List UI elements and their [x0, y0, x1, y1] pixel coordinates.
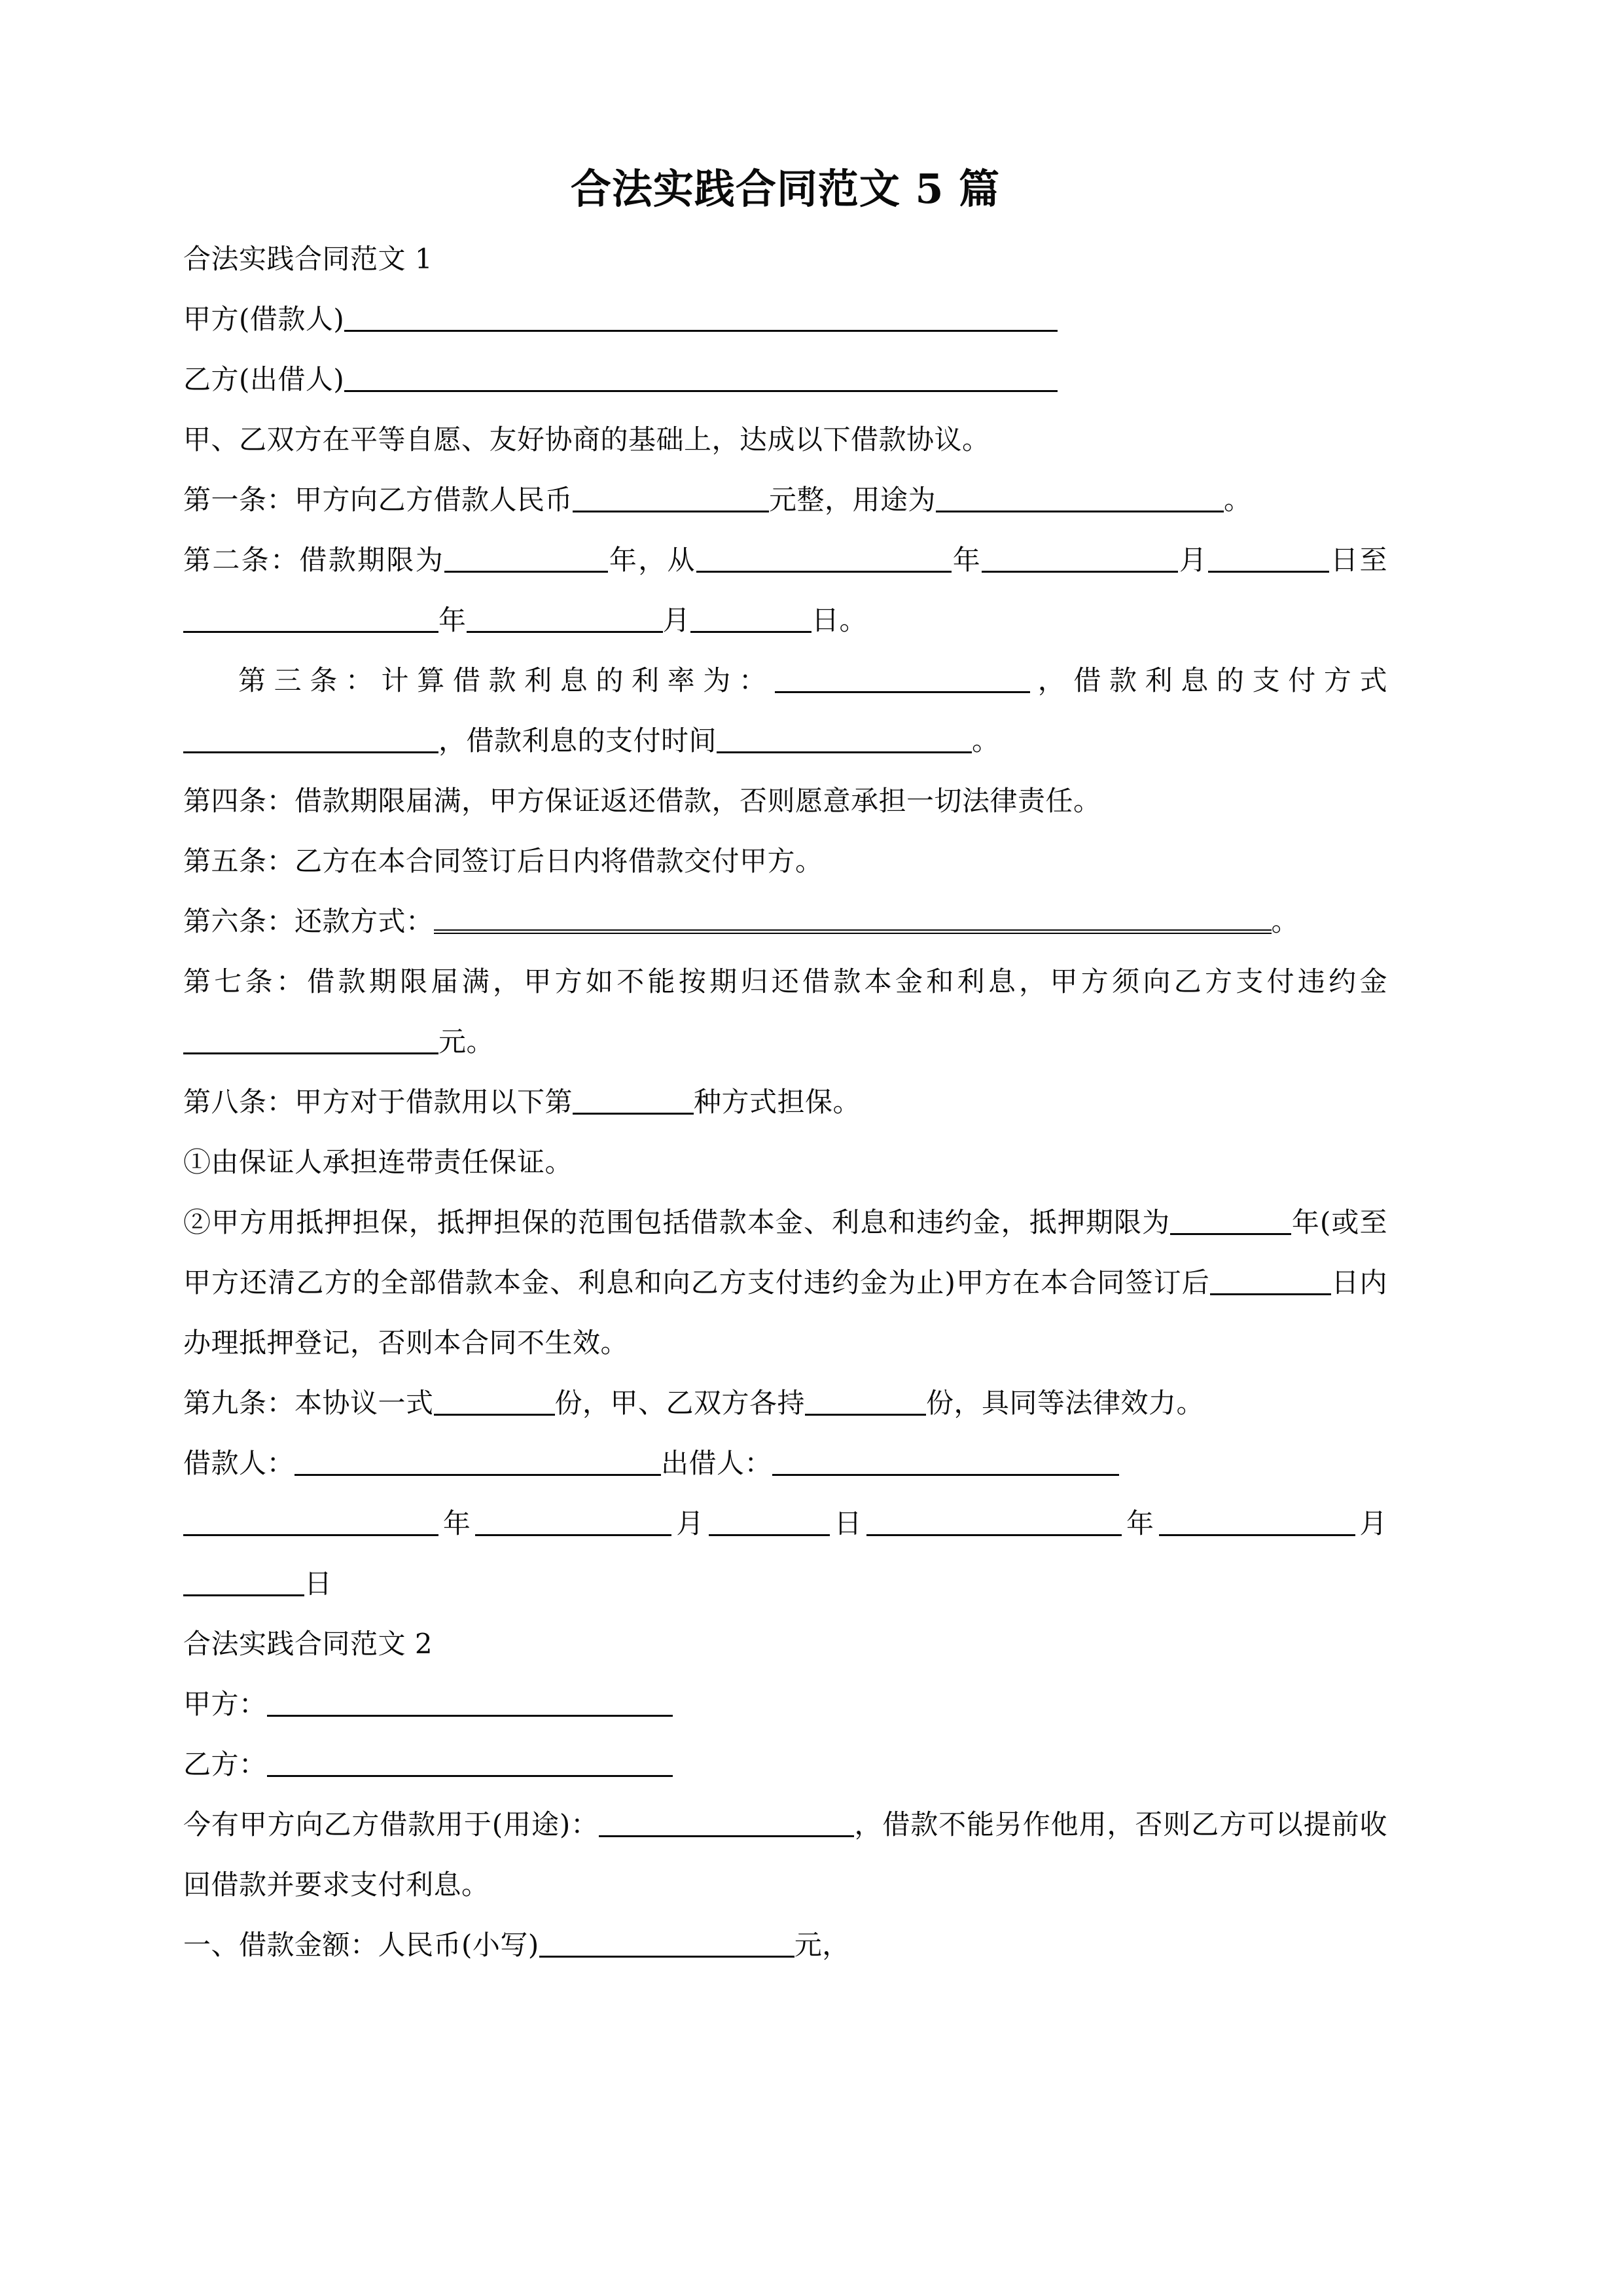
party-b-blank-2[interactable]	[267, 1746, 673, 1776]
article-1-blank-purpose[interactable]	[936, 481, 1224, 512]
guarantee-option-2	[183, 1193, 1387, 1373]
article-2-blank-start-year[interactable]	[696, 541, 952, 572]
article-9-text-a: 第九条：本协议一式	[183, 1386, 434, 1419]
article-2-text-e: 日至	[1329, 543, 1387, 576]
borrower-date-month-label: 月	[671, 1507, 709, 1539]
article-3-blank-rate[interactable]	[775, 662, 1030, 692]
article-2-blank-end-year[interactable]	[183, 601, 438, 632]
article-3-text-b: ，借款利息的支付方式	[1029, 664, 1387, 696]
party-b-line-2	[183, 1734, 1387, 1795]
article-5-text: 第五条：乙方在本合同签订后日内将借款交付甲方。	[183, 844, 823, 877]
party-a-blank-2[interactable]	[267, 1685, 673, 1716]
article-9-paragraph	[183, 1373, 1387, 1433]
party-a-blank-1[interactable]	[344, 300, 1058, 331]
article-2-text-c: 年	[951, 543, 982, 576]
party-b-label-2: 乙方：	[183, 1748, 267, 1780]
article-2-text-b: 年，从	[608, 543, 696, 576]
section-1-heading	[183, 229, 1387, 289]
party-b-blank-1[interactable]	[344, 361, 1058, 391]
section-2-item-1-blank-amount[interactable]	[539, 1926, 794, 1957]
article-1-paragraph	[183, 470, 1387, 530]
lender-date-blank-month[interactable]	[1159, 1505, 1355, 1535]
article-7-text-a: 第七条：借款期限届满，甲方如不能按期归还借款本金和利息，甲方须向乙方支付违约金	[183, 965, 1387, 997]
borrower-date-blank-year[interactable]	[183, 1505, 438, 1535]
section-2-intro-text-a: 今有甲方向乙方借款用于(用途)：	[183, 1808, 599, 1840]
page-title: 合法实践合同范文 5 篇	[570, 165, 1001, 213]
section-1-heading-text: 合法实践合同范文 1	[183, 242, 433, 275]
lender-date-blank-day[interactable]	[183, 1565, 304, 1596]
borrower-date-day-label: 日	[829, 1507, 867, 1539]
article-6-text-a: 第六条：还款方式：	[183, 905, 434, 937]
article-8-paragraph	[183, 1072, 1387, 1132]
article-2-blank-start-month[interactable]	[982, 541, 1178, 572]
article-2-text-h: 日。	[812, 603, 868, 636]
guarantee-option-2-blank-days[interactable]	[1210, 1264, 1331, 1295]
article-7-blank-penalty[interactable]	[183, 1023, 438, 1054]
document-content	[183, 164, 1387, 1975]
article-2-blank-end-day[interactable]	[690, 601, 812, 632]
section-2-heading	[183, 1614, 1387, 1674]
lender-date-year-label: 年	[1122, 1507, 1159, 1539]
article-2-blank-end-month[interactable]	[467, 601, 663, 632]
lender-label: 出借人：	[661, 1446, 773, 1479]
section-2-intro-paragraph	[183, 1795, 1387, 1915]
section-2-intro-text-b: ，借款不能另作他用，否则乙方可以提前收回借款并要求支付利息。	[183, 1808, 1387, 1901]
article-1-text-a: 第一条：甲方向乙方借款人民币	[183, 483, 573, 516]
article-4-paragraph	[183, 771, 1387, 831]
party-b-line-1	[183, 350, 1387, 410]
article-1-text-b: 元整，用途为	[769, 483, 936, 516]
article-6-text-b: 。	[1271, 905, 1300, 937]
article-6-paragraph	[183, 891, 1387, 952]
guarantee-option-2-blank-years[interactable]	[1170, 1204, 1291, 1234]
lender-date-day-label: 日	[304, 1567, 332, 1600]
section-2-item-1	[183, 1915, 1387, 1975]
article-1-blank-amount[interactable]	[573, 481, 769, 512]
signature-date-line	[183, 1494, 1387, 1614]
borrower-date-year-label: 年	[438, 1507, 476, 1539]
article-9-blank-copies[interactable]	[434, 1384, 555, 1415]
article-2-text-d: 月	[1178, 543, 1209, 576]
article-2-text-f: 年	[438, 603, 467, 636]
borrower-date-blank-month[interactable]	[475, 1505, 671, 1535]
article-4-text: 第四条：借款期限届满，甲方保证返还借款，否则愿意承担一切法律责任。	[183, 784, 1101, 817]
party-a-label-2: 甲方：	[183, 1687, 267, 1720]
section-2-item-1-text-b: 元，	[794, 1928, 850, 1961]
preamble-paragraph	[183, 410, 1387, 470]
article-2-blank-term[interactable]	[444, 541, 608, 572]
article-3-blank-method[interactable]	[183, 722, 438, 753]
section-2-blank-purpose[interactable]	[599, 1806, 854, 1837]
party-a-label-1: 甲方(借款人)	[183, 302, 345, 335]
party-a-line-2	[183, 1674, 1387, 1734]
section-2-item-1-text-a: 一、借款金额：人民币(小写)	[183, 1928, 539, 1961]
article-7-text-b: 元。	[438, 1025, 495, 1058]
article-9-blank-each[interactable]	[805, 1384, 926, 1415]
article-1-text-c: 。	[1224, 483, 1252, 516]
article-3-text-d: 。	[972, 724, 1000, 757]
preamble-text: 甲、乙双方在平等自愿、友好协商的基础上，达成以下借款协议。	[183, 423, 990, 456]
guarantee-option-2-text-b: 年(或至甲方还清乙方的全部借款本金、利息和向乙方支付违约金为止)甲方在本合同签订后	[183, 1206, 1387, 1299]
article-2-paragraph	[183, 530, 1387, 651]
lender-date-blank-year[interactable]	[866, 1505, 1122, 1535]
borrower-date-blank-day[interactable]	[709, 1505, 830, 1535]
guarantee-option-2-text-c: 日内办理抵押登记，否则本合同不生效。	[183, 1266, 1387, 1359]
article-3-blank-time[interactable]	[717, 722, 972, 753]
article-8-text-b: 种方式担保。	[694, 1085, 861, 1118]
signature-line	[183, 1433, 1387, 1494]
guarantee-option-1	[183, 1132, 1387, 1193]
lender-signature-blank[interactable]	[772, 1444, 1119, 1475]
article-9-text-c: 份，具同等法律效力。	[926, 1386, 1205, 1419]
section-2-heading-text: 合法实践合同范文 2	[183, 1627, 433, 1660]
article-5-paragraph	[183, 831, 1387, 891]
borrower-signature-blank[interactable]	[294, 1444, 661, 1475]
guarantee-option-1-text: ①由保证人承担连带责任保证。	[183, 1145, 573, 1178]
article-8-text-a: 第八条：甲方对于借款用以下第	[183, 1085, 573, 1118]
party-a-line-1	[183, 289, 1387, 350]
article-3-text-a: 第三条：计算借款利息的利率为：	[238, 664, 775, 696]
article-2-blank-start-day[interactable]	[1208, 541, 1329, 572]
guarantee-option-2-text-a: ②甲方用抵押担保，抵押担保的范围包括借款本金、利息和违约金，抵押期限为	[183, 1206, 1171, 1238]
article-8-blank-option[interactable]	[573, 1083, 694, 1114]
article-2-text-a: 第二条：借款期限为	[183, 543, 445, 576]
party-b-label-1: 乙方(出借人)	[183, 363, 345, 395]
article-2-text-g: 月	[662, 603, 691, 636]
lender-date-month-label: 月	[1355, 1507, 1387, 1539]
article-3-text-c: ，借款利息的支付时间	[438, 724, 717, 757]
article-9-text-b: 份，甲、乙双方各持	[554, 1386, 806, 1419]
borrower-label: 借款人：	[183, 1446, 295, 1479]
article-7-paragraph	[183, 952, 1387, 1072]
article-3-paragraph	[183, 651, 1387, 771]
article-6-blank-repayment[interactable]	[434, 900, 1272, 933]
